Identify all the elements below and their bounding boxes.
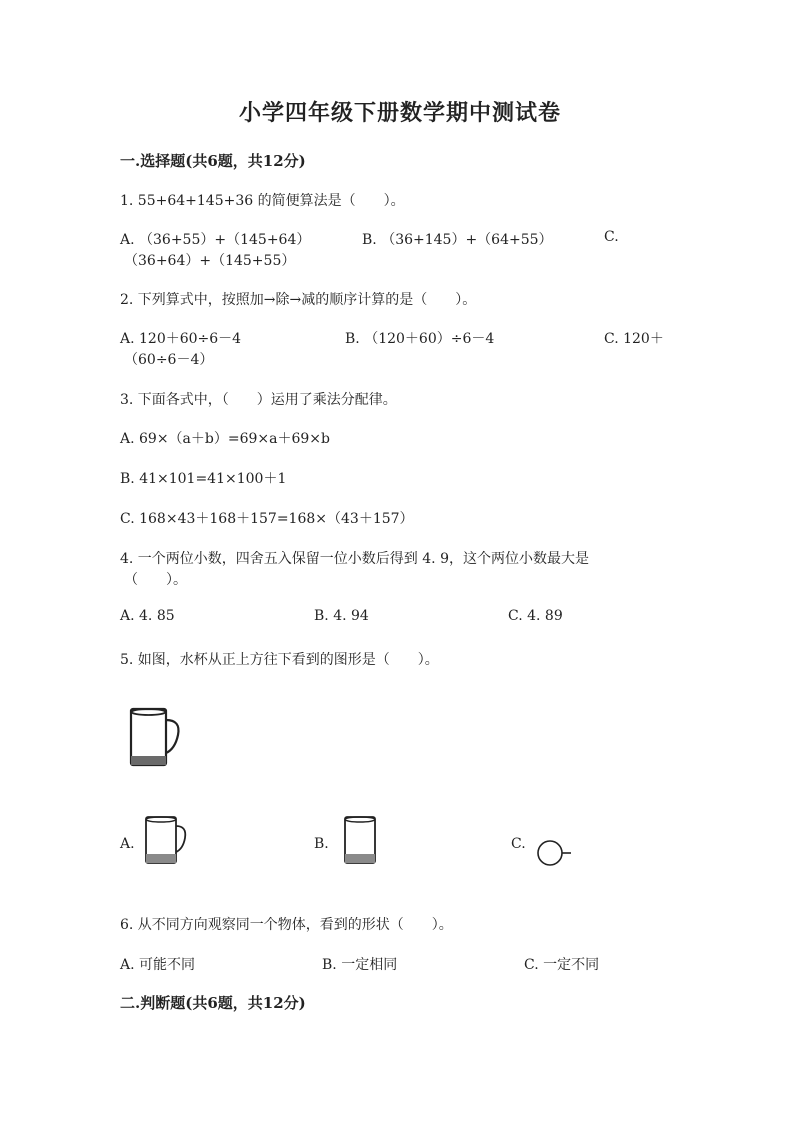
section-heading-choice: 一.选择题(共6题，共12分) (120, 152, 306, 170)
question-5-option-c: C. (511, 836, 526, 852)
question-1-option-b: B. （36+145）+（64+55） (362, 232, 553, 248)
question-3-option-b: B. 41×101=41×100＋1 (120, 471, 287, 487)
question-4-stem-line2: （ ）。 (124, 572, 187, 588)
question-1-option-a: A. （36+55）+（145+64） (120, 232, 311, 248)
question-1-option-c: C. (604, 229, 619, 245)
question-6-stem: 6. 从不同方向观察同一个物体，看到的形状（ ）。 (120, 917, 453, 933)
question-3-stem: 3. 下面各式中，（ ）运用了乘法分配律。 (120, 392, 397, 408)
circle-top-view-icon (535, 838, 575, 868)
question-5-option-b: B. (314, 836, 329, 852)
question-6-option-b: B. 一定相同 (322, 957, 398, 973)
question-4-option-c: C. 4. 89 (508, 608, 563, 624)
question-2-stem: 2. 下列算式中，按照加→除→减的顺序计算的是（ ）。 (120, 292, 477, 308)
question-3-option-c: C. 168×43＋168＋157=168×（43＋157） (120, 511, 414, 527)
cup-with-handle-icon (143, 814, 189, 866)
question-2-option-a: A. 120＋60÷6－4 (120, 331, 242, 347)
question-1-stem: 1. 55+64+145+36 的简便算法是（ ）。 (120, 193, 405, 209)
cup-side-view-figure (128, 706, 184, 768)
question-2-option-c-text: （60÷6－4） (124, 352, 214, 368)
question-4-option-a: A. 4. 85 (120, 608, 175, 624)
question-6-option-c: C. 一定不同 (524, 957, 600, 973)
question-4-option-b: B. 4. 94 (314, 608, 369, 624)
question-2-option-b: B. （120＋60）÷6－4 (345, 331, 495, 347)
question-5-option-a: A. (120, 836, 135, 852)
cup-without-handle-icon (342, 814, 378, 866)
question-5-stem: 5. 如图，水杯从正上方往下看到的图形是（ ）。 (120, 652, 439, 668)
page-title: 小学四年级下册数学期中测试卷 (238, 100, 561, 126)
question-1-option-c-text: （36+64）+（145+55） (124, 253, 296, 269)
question-4-stem-line1: 4. 一个两位小数，四舍五入保留一位小数后得到 4. 9，这个两位小数最大是 (120, 551, 589, 567)
question-6-option-a: A. 可能不同 (120, 957, 196, 973)
section-heading-judgment: 二.判断题(共6题，共12分) (120, 994, 306, 1012)
question-3-option-a: A. 69×（a＋b）=69×a＋69×b (120, 431, 330, 447)
question-2-option-c: C. 120＋ (604, 331, 664, 347)
